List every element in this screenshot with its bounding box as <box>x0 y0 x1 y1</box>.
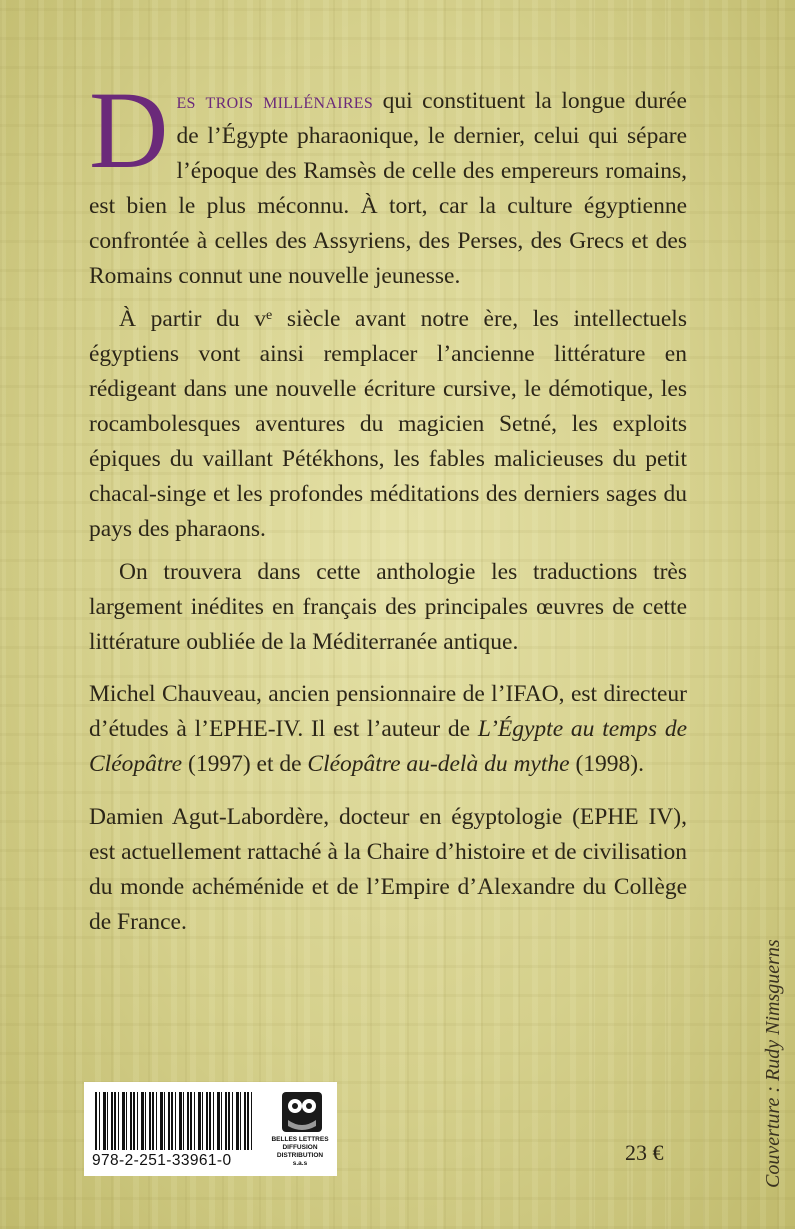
bio-1-text-c: (1998). <box>569 751 644 777</box>
book-title-2: Cléopâtre au-delà du mythe <box>307 751 570 777</box>
century-superscript: e <box>266 306 273 323</box>
publisher-line-3: DISTRIBUTION <box>276 1152 324 1159</box>
publisher-line-4: s.a.s <box>292 1160 308 1167</box>
blurb-text <box>89 69 687 660</box>
paragraph-2-start: À partir du v <box>119 306 267 332</box>
blurb-paragraph-3: On trouvera dans cette anthologie les traductions très largement inédites en français des principales œuvres de cette littérature oubliée de la Méditerranée antique. <box>89 559 687 655</box>
bio-1-text-b: (1997) et de <box>182 751 308 777</box>
bio-1-text-a: Michel Chauveau, ancien pensionnaire de l’IFAO, est directeur d’études à l’EPHE-IV. Il est l’auteur de <box>89 681 687 742</box>
barcode-icon <box>95 1092 255 1150</box>
publisher-line-2: DIFFUSION <box>282 1144 318 1151</box>
paragraph-2-text: siècle avant notre ère, les intellectuels égyptiens vont ainsi remplacer l’ancienne littérature en rédigeant dans une nouvelle écriture cursive, le démotique, les rocambolesques aventures du magicien Setné, les exploits épiques du vaillant Pétékhons, les fables malicieuses du petit chacal-singe et les profondes méditations des derniers sages du pays des pharaons. <box>89 306 687 542</box>
publisher-name <box>268 1136 332 1168</box>
book-title-1: L’Égypte au temps de Cléopâtre <box>89 716 688 777</box>
barcode-label <box>84 1082 337 1176</box>
author-bio-chauveau <box>89 677 687 782</box>
paragraph-1-text: qui constituent la longue durée de l’Égypte pharaonique, le dernier, celui qui sépare l’époque des Ramsès de celle des empereurs romains, est bien le plus méconnu. À tort, car la culture égyptienne confrontée à celles des Assyriens, des Perses, des Grecs et des Romains connut une nouvelle jeunesse. <box>89 88 687 289</box>
lead-small-caps: es trois millénaires <box>176 88 374 114</box>
publisher-line-1: BELLES LETTRES <box>271 1136 329 1143</box>
author-bio-agut-labordere: Damien Agut-Labordère, docteur en égyptologie (EPHE IV), est actuellement rattaché à la Chaire d’histoire et de civilisation du monde achéménide et de l’Empire d’Alexandre du Collège de France. <box>89 804 687 935</box>
drop-cap: D <box>89 69 169 191</box>
blurb-paragraph-1 <box>89 69 687 294</box>
blurb-paragraph-2 <box>89 302 687 547</box>
price-label: 23 € <box>625 1140 664 1165</box>
cover-credit: Couverture : Rudy Nimsguerns <box>762 939 784 1188</box>
isbn-number: 978-2-251-33961-0 <box>92 1152 232 1169</box>
author-bios <box>89 677 687 940</box>
